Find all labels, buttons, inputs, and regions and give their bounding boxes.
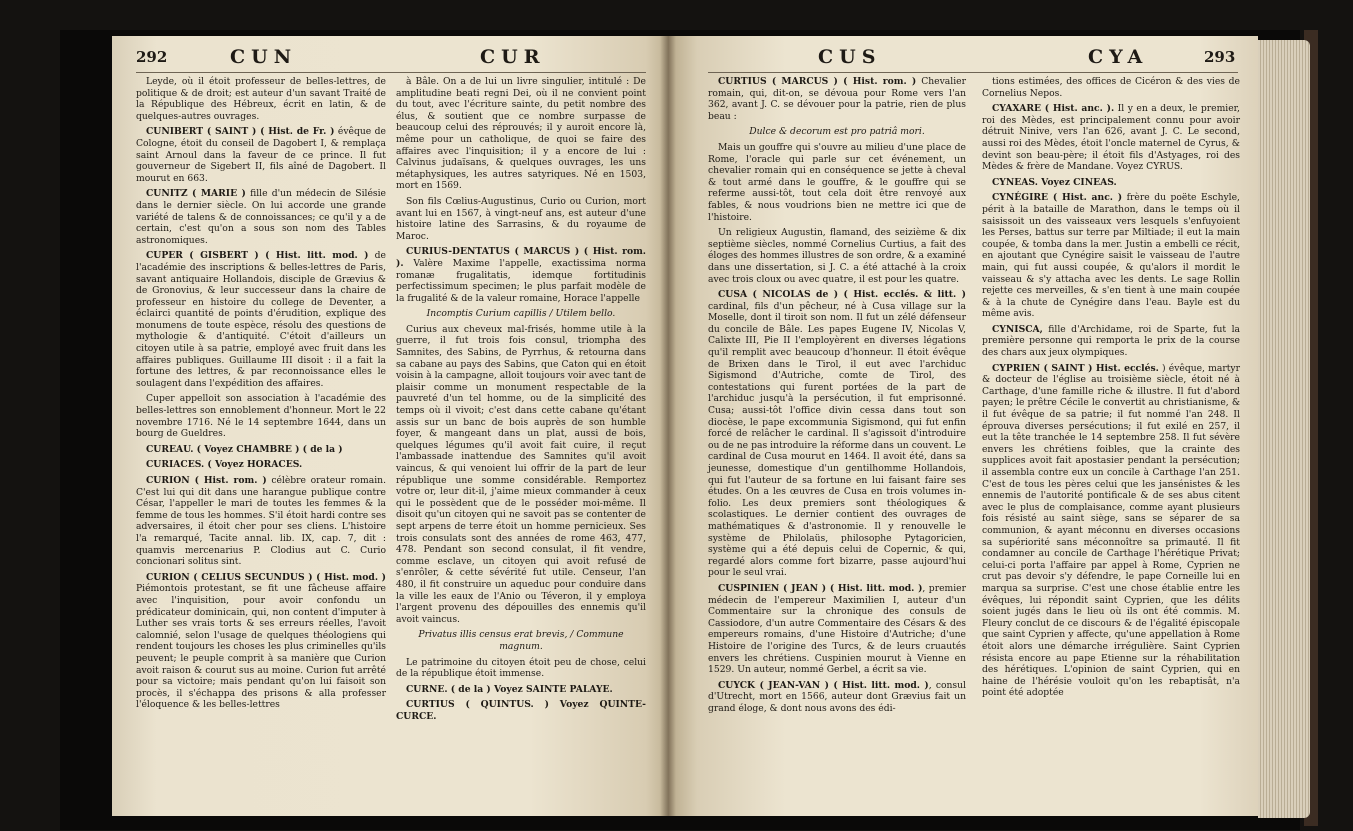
entry-paragraph (136, 76, 386, 122)
entry-paragraph (396, 699, 646, 722)
entry-paragraph (136, 250, 386, 389)
entry-text: Valère Maxime l'appelle, exactissima norma romanæ frugalitatis, idemque fortitudinis perfectissimum specimen; le plus parfait modèle de la frugalité & de la valeur romaine, Horace l'appelle (396, 257, 646, 304)
verse-text: Dulce & decorum est pro patriâ mori. (749, 126, 925, 138)
entry-text: évêque de Cologne, étoit du conseil de Dagobert I, & remplaça saint Arnoul dans la faveur de ce prince. Il fut gouverneur de Sigebert II, fils aîné de Dagobert. Il mourut en 663. (136, 126, 386, 184)
page-number: 292 (136, 48, 168, 66)
right-page (668, 36, 1258, 816)
entry-text: fille d'Archidame, roi de Sparte, fut la première personne qui remporta le prix de la course des chars aux jeux olympiques. (982, 323, 1240, 359)
entry-paragraph (982, 177, 1240, 189)
entry-headword: CUPER ( GISBERT ) ( Hist. litt. mod. ) (146, 250, 369, 262)
entry-text: , premier médecin de l'empereur Maximilien I, auteur d'un Commentaire sur la chronique des consuls de Cassiodore, d'un autre Commentaire des Césars & des empereurs romains, d'une Histoire d'Autriche; d'une Histoire de l'origine des Turcs, & de leurs cruautés envers les chrétiens. Cuspinien mourut à Vienne en 1529. Un auteur, nommé Gerbel, a écrit sa vie. (708, 582, 966, 676)
book-gutter (660, 36, 676, 816)
entry-text: Son fils Cœlius-Augustinus, Curio ou Curion, mort avant lui en 1567, à vingt-neuf ans, est auteur d'une histoire latine des Sarrasins, & du royaume de Maroc. (396, 195, 646, 242)
verse-quote (396, 308, 646, 320)
entry-paragraph (708, 76, 966, 122)
verse-quote (708, 126, 966, 138)
entry-text: tions estimées, des offices de Cicéron & des vies de Cornelius Nepos. (982, 76, 1240, 99)
entry-headword: CYAXARE ( Hist. anc. ). (992, 103, 1115, 115)
text-column-1 (708, 76, 966, 718)
running-head-left: CUS (818, 46, 882, 68)
entry-paragraph (136, 188, 386, 246)
header-rule (708, 72, 1238, 73)
entry-text: à Bâle. On a de lui un livre singulier, intitulé : De amplitudine beati regni Dei, où il ne convient point du tout, avec l'écriture sainte, du petit nombre des élus, & soutient que ce nombre surpasse de beaucoup celui des réprouvés; il y auroit encore là, même pour un catholique, de quoi se faire des affaires avec l'inquisition; il y a encore de lui : Calvinus judaïsans, & quelques ouvrages, les uns métaphysiques, les autres satyriques. Né en 1503, mort en 1569. (396, 76, 646, 192)
entry-text: ) évêque, martyr & docteur de l'église au troisième siècle, étoit né à Carthage, d'une famille riche & illustre. Il fut d'abord payen; le prêtre Cécile le convertit au christianisme, & il fut évêque de sa patrie; il fut nommé l'an 248. Il éprouva diverses persécutions; il fut exilé en 257, il eut la tête tranchée le 14 septembre 258. Il fut sévère envers les chrétiens foibles, que la crainte des supplices avoit fait apostasier pendant la persécution; il assembla contre eux un concile à Carthage l'an 251. C'est de tous les pères celui que les jansénistes & les ennemis de l'autorité pontificale & de ses abus citent avec le plus de complaisance, comme ayant plusieurs fois résisté au saint siège, sans se séparer de sa communion, & ayant méconnu en diverses occasions sa supériorité sans méconnoître sa primauté. Il fit condamner au concile de Carthage l'hérétique Privat; celui-ci porta l'affaire par appel à Rome, Cyprien ne crut pas devoir s'y défendre, le pape Corneille lui en marqua sa surprise. C'est une chose établie entre les évêques, lui répondit saint Cyprien, que les délits soient jugés dans le lieu où ils ont été commis. M. Fleury conclut de ce discours & de l'égalité épiscopale que saint Cyprien y affecte, qu'une appellation à Rome étoit alors une démarche irrégulière. Saint Cyprien résista encore au pape Etienne sur la réhabilitation des hérétiques. L'opinion de saint Cyprien, qui en haine de l'hérésie vouloit qu'on les rebaptisât, n'a point été adoptée (982, 362, 1240, 699)
text-column-1 (136, 76, 386, 715)
entry-text: Piémontois protestant, se fit une fâcheuse affaire avec l'inquisition, pour avoir confondu un prédicateur dominicain, qui, non content d'imputer à Luther ses vrais torts & ses erreurs réelles, l'avoit calomnié, selon l'usage de quelques théologiens qui rendent toujours les choses les plus criminelles qu'ils peuvent; le peuple comprit à sa manière que Curion avoit raison & courut sus au moine. Curion fut arrêté pour sa victoire; mais pendant qu'on lui faisoit son procès, il s'échappa des prisons & alla professer l'éloquence & les belles-lettres (136, 583, 386, 711)
entry-paragraph (136, 126, 386, 184)
entry-headword: CURNE. ( de la ) Voyez SAINTE PALAYE. (406, 683, 613, 695)
entry-paragraph (708, 142, 966, 223)
entry-text: Curius aux cheveux mal-frisés, homme utile à la guerre, il fut trois fois consul, triompha des Samnites, des Sabins, de Pyrrhus, & retourna dans sa cabane au pays des Sabins, que Caton qui en étoit voisin à la campagne, alloit toujours voir avec tant de plaisir comme un monument respectable de la pauvreté d'un tel homme, ou de la simplicité des temps où il vivoit; c'est dans cette cabane qu'étant assis sur un banc de bois auprès de son humble foyer, & mangeant dans un plat, aussi de bois, quelques légumes qu'il avoit fait cuire, il reçut l'ambassade inattendue des Samnites qu'il avoit vaincus, & qui venoient lui offrir de la part de leur république une somme considérable. Remportez votre or, leur dit-il, j'aime mieux commander à ceux qui le possèdent que de le posséder moi-même. Il disoit qu'un citoyen qui ne savoit pas se contenter de sept arpens de terre étoit un homme pernicieux. Ses trois consulats sont des années de rome 463, 477, 478. Pendant son second consulat, il fit vendre, comme esclave, un citoyen qui avoit refusé de s'enrôler, & cette sévérité fut utile. Censeur, l'an 480, il fit construire un aqueduc pour conduire dans la ville les eaux de l'Anio ou Téveron, il y employa l'argent provenu des dépouilles des ennemis qu'il avoit vaincus. (396, 323, 646, 625)
entry-text: de l'académie des inscriptions & belles-lettres de Paris, savant antiquaire Hollandois, disciple de Grævius & de Gronovius, & leur successeur dans la chaire de professeur en histoire du college de Deventer, a éclairci quantité de points d'érudition, explique des monumens de toute espèce, résolu des questions de mythologie & d'antiquité. C'étoit d'ailleurs un citoyen utile à sa patrie, employé avec fruit dans les affaires publiques. Guillaume III disoit : il a fait la fortune des lettres, & par reconnoissance elles le soulagent dans l'expédition des affaires. (136, 250, 386, 389)
entry-headword: CYNEAS. Voyez CINEAS. (992, 176, 1117, 188)
text-column-2 (396, 76, 646, 726)
entry-paragraph (396, 76, 646, 192)
entry-text: Il y en a deux, le premier, roi des Mèdes, est principalement connu pour avoir détruit Ninive, vers l'an 626, avant J. C. Le second, aussi roi des Mèdes, étoit l'oncle maternel de Cyrus, & devint son beau-père; il étoit fils d'Astyages, roi des Mèdes & frère de Mandane. Voyez CYRUS. (982, 103, 1240, 173)
entry-headword: CUSPINIEN ( JEAN ) ( Hist. litt. mod. ) (718, 582, 923, 594)
verse-text: Privatus illis census erat brevis, / Commune magnum. (418, 629, 624, 652)
entry-headword: CURION ( CELIUS SECUNDUS ) ( Hist. mod. ) (146, 571, 386, 583)
verse-quote (396, 629, 646, 652)
text-column-2 (982, 76, 1240, 703)
entry-headword: CURTIUS ( MARCUS ) ( Hist. rom. ) (718, 76, 917, 87)
entry-headword: CUSA ( NICOLAS de ) ( Hist. ecclés. & litt. ) (718, 289, 966, 301)
entry-text: Chevalier romain, qui, dit-on, se dévoua pour Rome vers l'an 362, avant J. C. se dévouer pour la patrie, rien de plus beau : (708, 76, 966, 122)
entry-headword: CYNÉGIRE ( Hist. anc. ) (992, 192, 1123, 204)
entry-paragraph (708, 583, 966, 676)
entry-text: célèbre orateur romain. C'est lui qui dit dans une harangue publique contre César, l'appeller le mari de toutes les femmes & la femme de tous les hommes. S'il étoit hardi contre ses adversaires, il étoit cher pour ses cliens. L'histoire l'a remarqué, Tacite annal. lib. IX, cap. 7, dit : quamvis mercenarius P. Clodius aut C. Curio concionari solitus sint. (136, 475, 386, 568)
entry-headword: CURIUS-DENTATUS ( MARCUS ) ( Hist. rom. ). (396, 246, 646, 269)
page-edges (1258, 40, 1310, 818)
entry-paragraph (708, 227, 966, 285)
entry-headword: CYPRIEN ( SAINT ) Hist. ecclés. (992, 362, 1159, 374)
entry-text: fille d'un médecin de Silésie dans le dernier siècle. On lui accorde une grande variété de talens & de connoissances; ce qu'il y a de certain, c'est qu'on a sous son nom des Tables astronomiques. (136, 188, 386, 246)
entry-text: Cuper appelloit son association à l'académie des belles-lettres son ennoblement d'honneur. Mort le 22 novembre 1716. Né le 14 septembre 1644, dans un bourg de Gueldres. (136, 393, 386, 440)
left-page (112, 36, 668, 816)
entry-text: , consul d'Utrecht, mort en 1566, auteur dont Grævius fait un grand éloge, & dont nous avons des édi- (708, 679, 966, 714)
running-head-right: CUR (480, 46, 546, 68)
entry-headword: CUREAU. ( Voyez CHAMBRE ) ( de la ) (146, 443, 343, 455)
entry-paragraph (982, 192, 1240, 320)
entry-text: Leyde, où il étoit professeur de belles-lettres, de politique & de droit; est auteur d'un savant Traité de la République des Hébreux, écrit en latin, & de quelques-autres ouvrages. (136, 76, 386, 122)
entry-paragraph (136, 459, 386, 471)
entry-paragraph (396, 246, 646, 304)
entry-headword: CURTIUS ( QUINTUS. ) Voyez QUINTE-CURCE. (396, 699, 646, 722)
entry-headword: CURION ( Hist. rom. ) (146, 475, 267, 486)
entry-text: Mais un gouffre qui s'ouvre au milieu d'une place de Rome, l'oracle qui parle sur cet événement, un chevalier romain qui en conséquence se jette à cheval & tout armé dans le gouffre, & le gouffre qui se referme aussi-tôt, tout cela doit être renvoyé aux fables, & nous voudrions bien ne mettre ici que de l'histoire. (708, 141, 966, 223)
entry-paragraph (982, 363, 1240, 699)
running-head-left: CUN (230, 46, 298, 68)
page-number: 293 (1204, 48, 1236, 66)
entry-paragraph (396, 324, 646, 625)
entry-text: Le patrimoine du citoyen étoit peu de chose, celui de la république étoit immense. (396, 656, 646, 680)
entry-text: Un religieux Augustin, flamand, des seizième & dix septième siècles, nommé Cornelius Curtius, a fait des éloges des hommes illustres de son ordre, & a examiné dans une dissertation, si J. C. a été attaché à la croix avec trois cloux ou avec quatre, il est pour les quatre. (708, 227, 966, 285)
entry-paragraph (708, 680, 966, 715)
entry-paragraph (136, 393, 386, 439)
entry-headword: CUNITZ ( MARIE ) (146, 188, 246, 200)
entry-paragraph (136, 475, 386, 568)
entry-text: cardinal, fils d'un pêcheur, né à Cusa village sur la Moselle, dont il tiroit son nom. Il fut un zélé défenseur du concile de Bâle. Les papes Eugene IV, Nicolas V, Calixte III, Pie II l'employèrent en diverses légations qu'il remplit avec beaucoup d'honneur. Il étoit évêque de Brixen dans le Tirol, il eut avec l'archiduc Sigismond d'Autriche, comte de Tirol, des contestations qui furent portées de la part de l'archiduc jusqu'à la persécution, il fut emprisonné. Cusa; aussi-tôt l'office divin cessa dans tout son diocèse, le pape excommunia Sigismond, qui fut enfin forcé de relâcher le cardinal. Il s'agissoit d'introduire ou de ne pas introduire la réforme dans un couvent. Le cardinal de Cusa mourut en 1464. Il avoit été, dans sa jeunesse, domestique d'un gentilhomme Hollandois, qui fut l'auteur de sa fortune en lui faisant faire ses études. On a les œuvres de Cusa en trois volumes in-folio. Les deux premiers sont théologiques & scolastiques. Le dernier contient des ouvrages de mathématiques & d'astronomie. Il y renouvelle le système de Philolaüs, philosophe Pytagoricien, système qui a été depuis celui de Copernic, & qui, regardé alors comme fort bizarre, passe aujourd'hui pour le seul vrai. (708, 300, 966, 579)
entry-paragraph (708, 289, 966, 579)
entry-paragraph (396, 196, 646, 242)
entry-paragraph (982, 76, 1240, 99)
entry-paragraph (982, 103, 1240, 173)
entry-text: frère du poëte Eschyle, périt à la bataille de Marathon, dans le temps où il saisissoit un des vaisseaux vers lesquels s'enfuyoient les Perses, battus sur terre par Miltiade; il eut la main coupée, & tomba dans la mer. Justin a embelli ce récit, en ajoutant que Cynégire saisit le vaisseau de l'autre main, qui fut aussi coupée, & qu'alors il mordit le vaisseau & s'y attacha avec les dents. Le sage Rollin rejette ces merveilles, & s'en tient à une main coupée & à la chute de Cynégire dans l'eau. Bayle est du même avis. (982, 192, 1240, 320)
entry-paragraph (136, 444, 386, 456)
entry-paragraph (982, 324, 1240, 359)
entry-headword: CYNISCA, (992, 323, 1043, 335)
entry-headword: CURIACES. ( Voyez HORACES. (146, 459, 303, 471)
entry-paragraph (396, 684, 646, 696)
entry-paragraph (136, 572, 386, 711)
entry-headword: CUNIBERT ( SAINT ) ( Hist. de Fr. ) (146, 126, 335, 138)
running-head-right: CYA (1088, 46, 1149, 68)
entry-headword: CUYCK ( JEAN-VAN ) ( Hist. litt. mod. ) (718, 679, 929, 691)
entry-paragraph (396, 657, 646, 680)
verse-text: Incomptis Curium capillis / Utilem bello. (426, 308, 616, 320)
header-rule (136, 72, 646, 73)
